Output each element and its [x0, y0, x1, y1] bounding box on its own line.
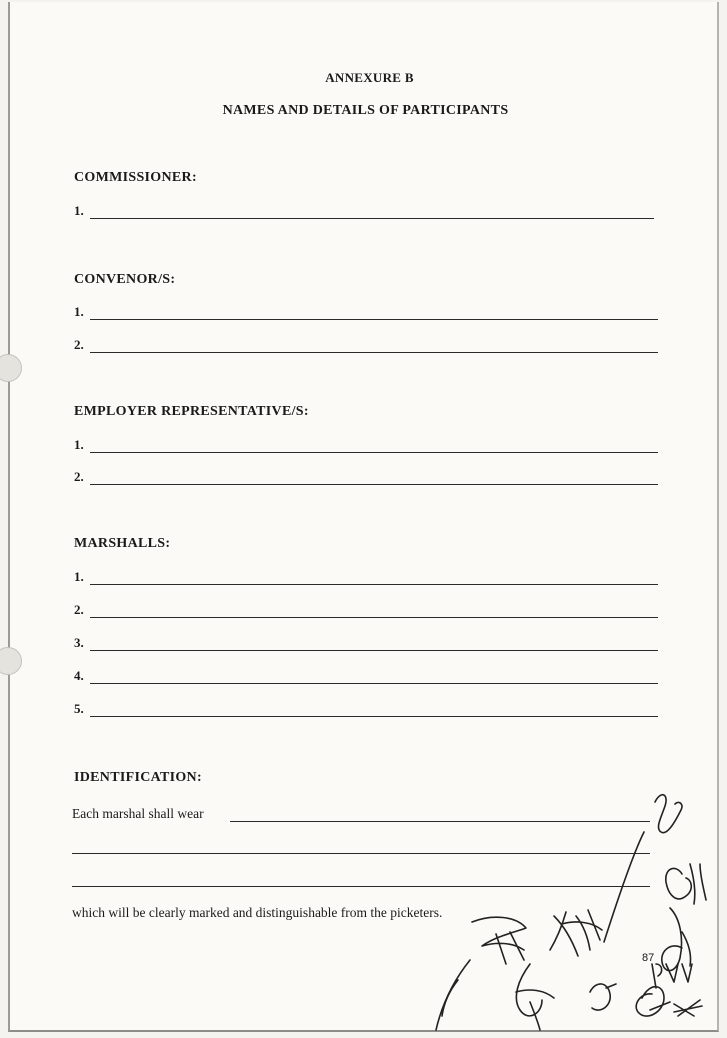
marshall-line-3[interactable]	[74, 635, 658, 653]
line-number: 2.	[74, 337, 84, 352]
fill-in-line	[90, 716, 658, 717]
signature-5	[590, 984, 616, 1010]
line-number: 4.	[74, 668, 84, 683]
signature-3	[436, 960, 470, 1030]
marshall-line-5[interactable]	[74, 701, 658, 719]
line-number: 1.	[74, 304, 84, 319]
marshall-line-4[interactable]	[74, 668, 658, 686]
employer-rep-line-2[interactable]	[74, 469, 658, 487]
initials-mark-5	[652, 964, 692, 988]
signature-1	[472, 917, 526, 964]
line-number: 2.	[74, 602, 84, 617]
fill-in-line	[90, 319, 658, 320]
initials-mark-1	[655, 795, 682, 833]
handwritten-initials	[10, 2, 721, 1032]
fill-in-line	[90, 218, 654, 219]
line-number: 1.	[74, 569, 84, 584]
annexure-title: ANNEXURE B	[325, 70, 414, 85]
commissioner-line-1[interactable]	[74, 203, 654, 221]
fill-in-line	[90, 452, 658, 453]
initials-mark-6	[636, 987, 702, 1016]
punch-hole-bottom	[0, 647, 22, 675]
fill-in-line	[90, 683, 658, 684]
line-number: 1.	[74, 203, 84, 218]
identification-heading: IDENTIFICATION:	[74, 770, 202, 785]
line-number: 1.	[74, 437, 84, 452]
employer-rep-line-1[interactable]	[74, 437, 658, 455]
convenor-line-2[interactable]	[74, 337, 658, 355]
line-number: 3.	[74, 635, 84, 650]
marshall-line-1[interactable]	[74, 569, 658, 587]
document-page	[8, 2, 719, 1032]
employer-reps-heading: EMPLOYER REPRESENTATIVE/S:	[74, 404, 309, 419]
identification-fill-line-3[interactable]	[72, 886, 650, 887]
marshall-line-2[interactable]	[74, 602, 658, 620]
commissioner-heading: COMMISSIONER:	[74, 170, 197, 185]
initials-mark-3	[666, 864, 706, 904]
convenors-heading: CONVENOR/S:	[74, 272, 176, 287]
marshalls-heading: MARSHALLS:	[74, 536, 171, 551]
punch-hole-top	[0, 354, 22, 382]
identification-closing: which will be clearly marked and distinguishable from the picketers.	[72, 905, 443, 920]
fill-in-line	[90, 617, 658, 618]
identification-intro: Each marshal shall wear	[72, 806, 204, 821]
initials-mark-2	[604, 832, 644, 942]
signature-2	[550, 910, 602, 956]
fill-in-line	[90, 584, 658, 585]
initials-mark-4	[662, 908, 691, 971]
identification-fill-line-2[interactable]	[72, 853, 650, 854]
identification-fill-line-1[interactable]	[230, 821, 650, 822]
document-title: NAMES AND DETAILS OF PARTICIPANTS	[222, 103, 509, 118]
page-number: 87	[642, 952, 655, 964]
fill-in-line	[90, 650, 658, 651]
signature-4	[516, 964, 554, 1030]
convenor-line-1[interactable]	[74, 304, 658, 322]
fill-in-line	[90, 352, 658, 353]
line-number: 2.	[74, 469, 84, 484]
fill-in-line	[90, 484, 658, 485]
line-number: 5.	[74, 701, 84, 716]
